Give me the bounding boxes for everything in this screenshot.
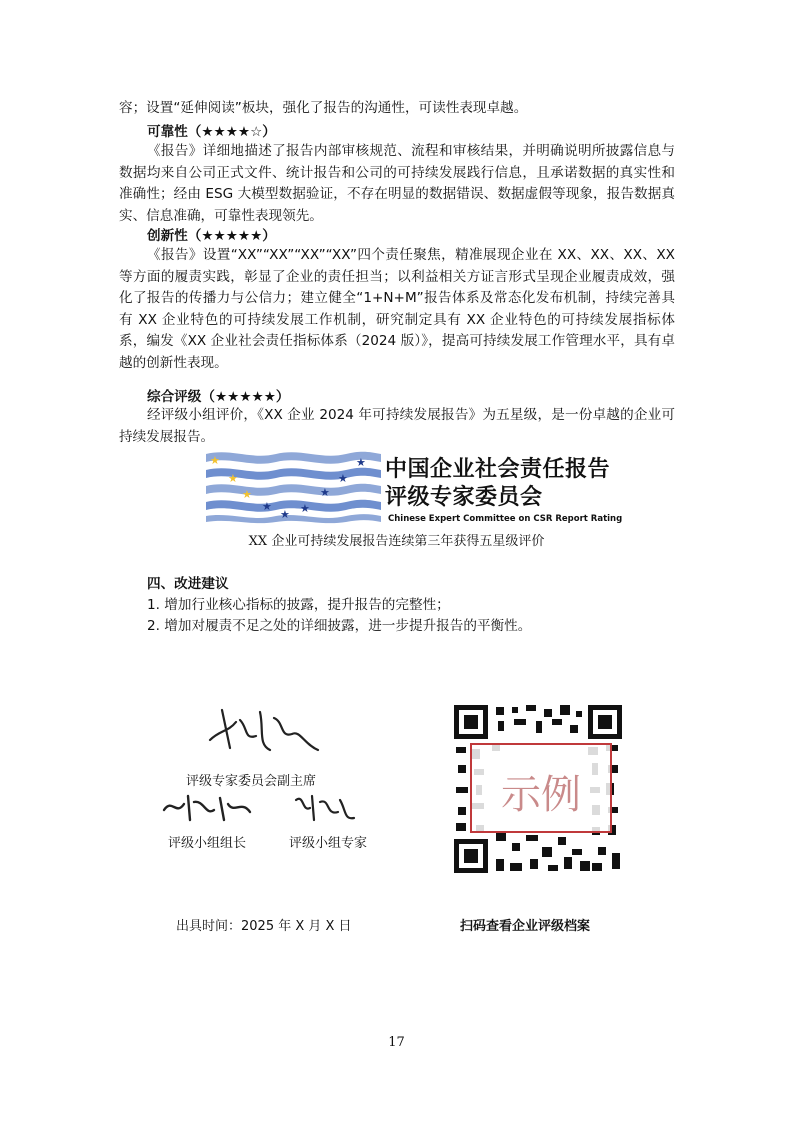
leader-label: 评级小组组长	[168, 836, 247, 851]
signature-leader	[160, 790, 260, 824]
logo-english-line: Chinese Expert Committee on CSR Report Rating	[388, 514, 623, 524]
svg-text:★: ★	[356, 456, 366, 469]
signature-expert	[290, 790, 360, 826]
reliability-body: 《报告》详细地描述了报告内部审核规范、流程和审核结果，并明确说明所披露信息与数据均来自公司正式文件、统计报告和公司的可持续发展践行信息，且承诺数据的真实性和准确性；经由 ESG 大模型数据验证，不存在明显的数据错误、数据虚假等现象，报告数据真实、信息准确，可靠性表现领先。	[119, 143, 675, 224]
qr-caption: 扫码查看企业评级档案	[460, 919, 591, 934]
signature-vice-chair	[200, 700, 330, 766]
improvement-item-2: 2. 增加对履责不足之处的详细披露，进一步提升报告的平衡性。	[147, 618, 532, 634]
svg-text:★: ★	[338, 472, 348, 485]
svg-text:★: ★	[262, 500, 272, 513]
issue-date: 出具时间：2025 年 X 月 X 日	[176, 919, 352, 934]
wave-flag-icon	[206, 448, 381, 526]
logo-chinese-line1: 中国企业社会责任报告	[385, 457, 611, 482]
improvement-item-1: 1. 增加行业核心指标的披露，提升报告的完整性；	[147, 597, 450, 613]
logo-caption: XX 企业可持续发展报告连续第三年获得五星级评价	[248, 534, 545, 549]
svg-text:★: ★	[210, 454, 220, 467]
innovation-body: 《报告》设置“XX”“XX”“XX”“XX”四个责任聚焦，精准展现企业在 XX、XX、XX、XX 等方面的履责实践，彰显了企业的责任担当；以利益相关方证言形式呈现企业履责成效，强化了报告的传播力与公信力；建立健全“1+N+M”报告体系及常态化发布机制，持续完善具有 XX 企业特色的可持续发展工作机制，研究制定具有 XX 企业特色的可持续发展指标体系，编发《XX 企业社会责任指标体系（2024 版）》，提高可持续发展工作管理水平，具有卓越的创新性表现。	[119, 247, 675, 371]
svg-text:★: ★	[300, 502, 310, 515]
intro-line: 容；设置“延伸阅读”板块，强化了报告的沟通性，可读性表现卓越。	[119, 100, 528, 116]
sample-watermark	[470, 743, 612, 833]
innovation-heading: 创新性（★★★★★）	[147, 228, 276, 244]
logo-chinese-line2: 评级专家委员会	[385, 485, 543, 510]
reliability-heading: 可靠性（★★★★☆）	[147, 124, 276, 140]
page-number: 17	[388, 1035, 405, 1050]
watermark-text: 示例	[501, 772, 581, 818]
svg-text:★: ★	[280, 508, 290, 521]
overall-body: 经评级小组评价，《XX 企业 2024 年可持续发展报告》为五星级，是一份卓越的企业可持续发展报告。	[119, 407, 675, 445]
overall-heading: 综合评级（★★★★★）	[147, 389, 290, 405]
expert-label: 评级小组专家	[289, 836, 368, 851]
svg-text:★: ★	[242, 488, 252, 501]
committee-logo	[206, 448, 381, 526]
svg-text:★: ★	[320, 486, 330, 499]
svg-text:★: ★	[228, 472, 238, 485]
improvement-heading: 四、改进建议	[147, 576, 229, 592]
vice-chair-label: 评级专家委员会副主席	[186, 774, 317, 789]
